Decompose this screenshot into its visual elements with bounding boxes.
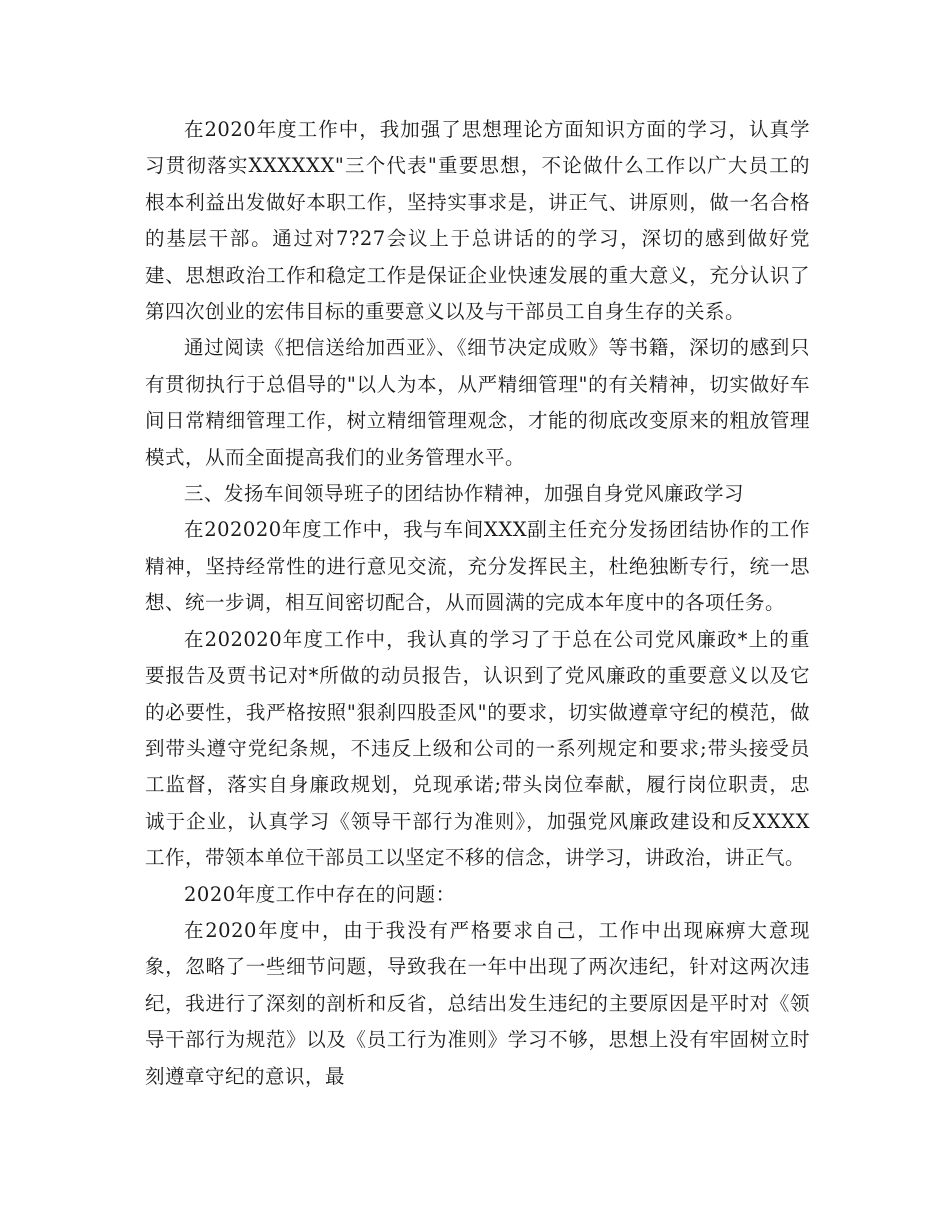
- problems-heading: 2020年度工作中存在的问题：: [184, 882, 456, 906]
- paragraph-study-theory: 在2020年度工作中，我加强了思想理论方面知识方面的学习，认真学习贯彻落实XXXXXX"三个代表"重要思想，不论做什么工作以广大员工的根本利益出发做好本职工作，坚持实事求是，讲正气、讲原则，做一名合格的基层干部。通过对7?27会议上于总讲话的的学习，深切的感到做好党建、思想政治工作和稳定工作是保证企业快速发展的重大意义，充分认识了第四次创业的宏伟目标的重要意义以及与干部员工自身生存的关系。: [145, 118, 810, 324]
- paragraph-problems: 在2020年度中，由于我没有严格要求自己，工作中出现麻痹大意现象，忽略了一些细节问题，导致我在一年中出现了两次违纪，针对这两次违纪，我进行了深刻的剖析和反省，总结出发生违纪的主要原因是平时对《领导干部行为规范》以及《员工行为准则》学习不够，思想上没有牢固树立时刻遵章守纪的意识，最: [145, 918, 810, 1088]
- document-body: [145, 112, 810, 1095]
- paragraph-party-integrity: 在202020年度工作中，我认真的学习了于总在公司党风廉政*上的重要报告及贾书记对*所做的动员报告，认识到了党风廉政的重要意义以及它的必要性，我严格按照"狠刹四股歪风"的要求，切实做遵章守纪的模范，做到带头遵守党纪条规，不违反上级和公司的一系列规定和要求;带头接受员工监督，落实自身廉政规划，兑现承诺;带头岗位奉献，履行岗位职责，忠诚于企业，认真学习《领导干部行为准则》，加强党风廉政建设和反XXXX工作，带领本单位干部员工以坚定不移的信念，讲学习，讲政治，讲正气。: [145, 627, 810, 870]
- paragraph-teamwork: 在202020年度工作中，我与车间XXX副主任充分发扬团结协作的工作精神，坚持经常性的进行意见交流，充分发挥民主，杜绝独断专行，统一思想、统一步调，相互间密切配合，从而圆满的完成本年度中的各项任务。: [145, 518, 810, 615]
- section-heading-three: 三、发扬车间领导班子的团结协作精神，加强自身党风廉政学习: [184, 482, 745, 506]
- paragraph-reading-books: 通过阅读《把信送给加西亚》、《细节决定成败》等书籍，深切的感到只有贯彻执行于总倡导的"以人为本，从严精细管理"的有关精神，切实做好车间日常精细管理工作，树立精细管理观念，才能的彻底改变原来的粗放管理模式，从而全面提高我们的业务管理水平。: [145, 336, 810, 469]
